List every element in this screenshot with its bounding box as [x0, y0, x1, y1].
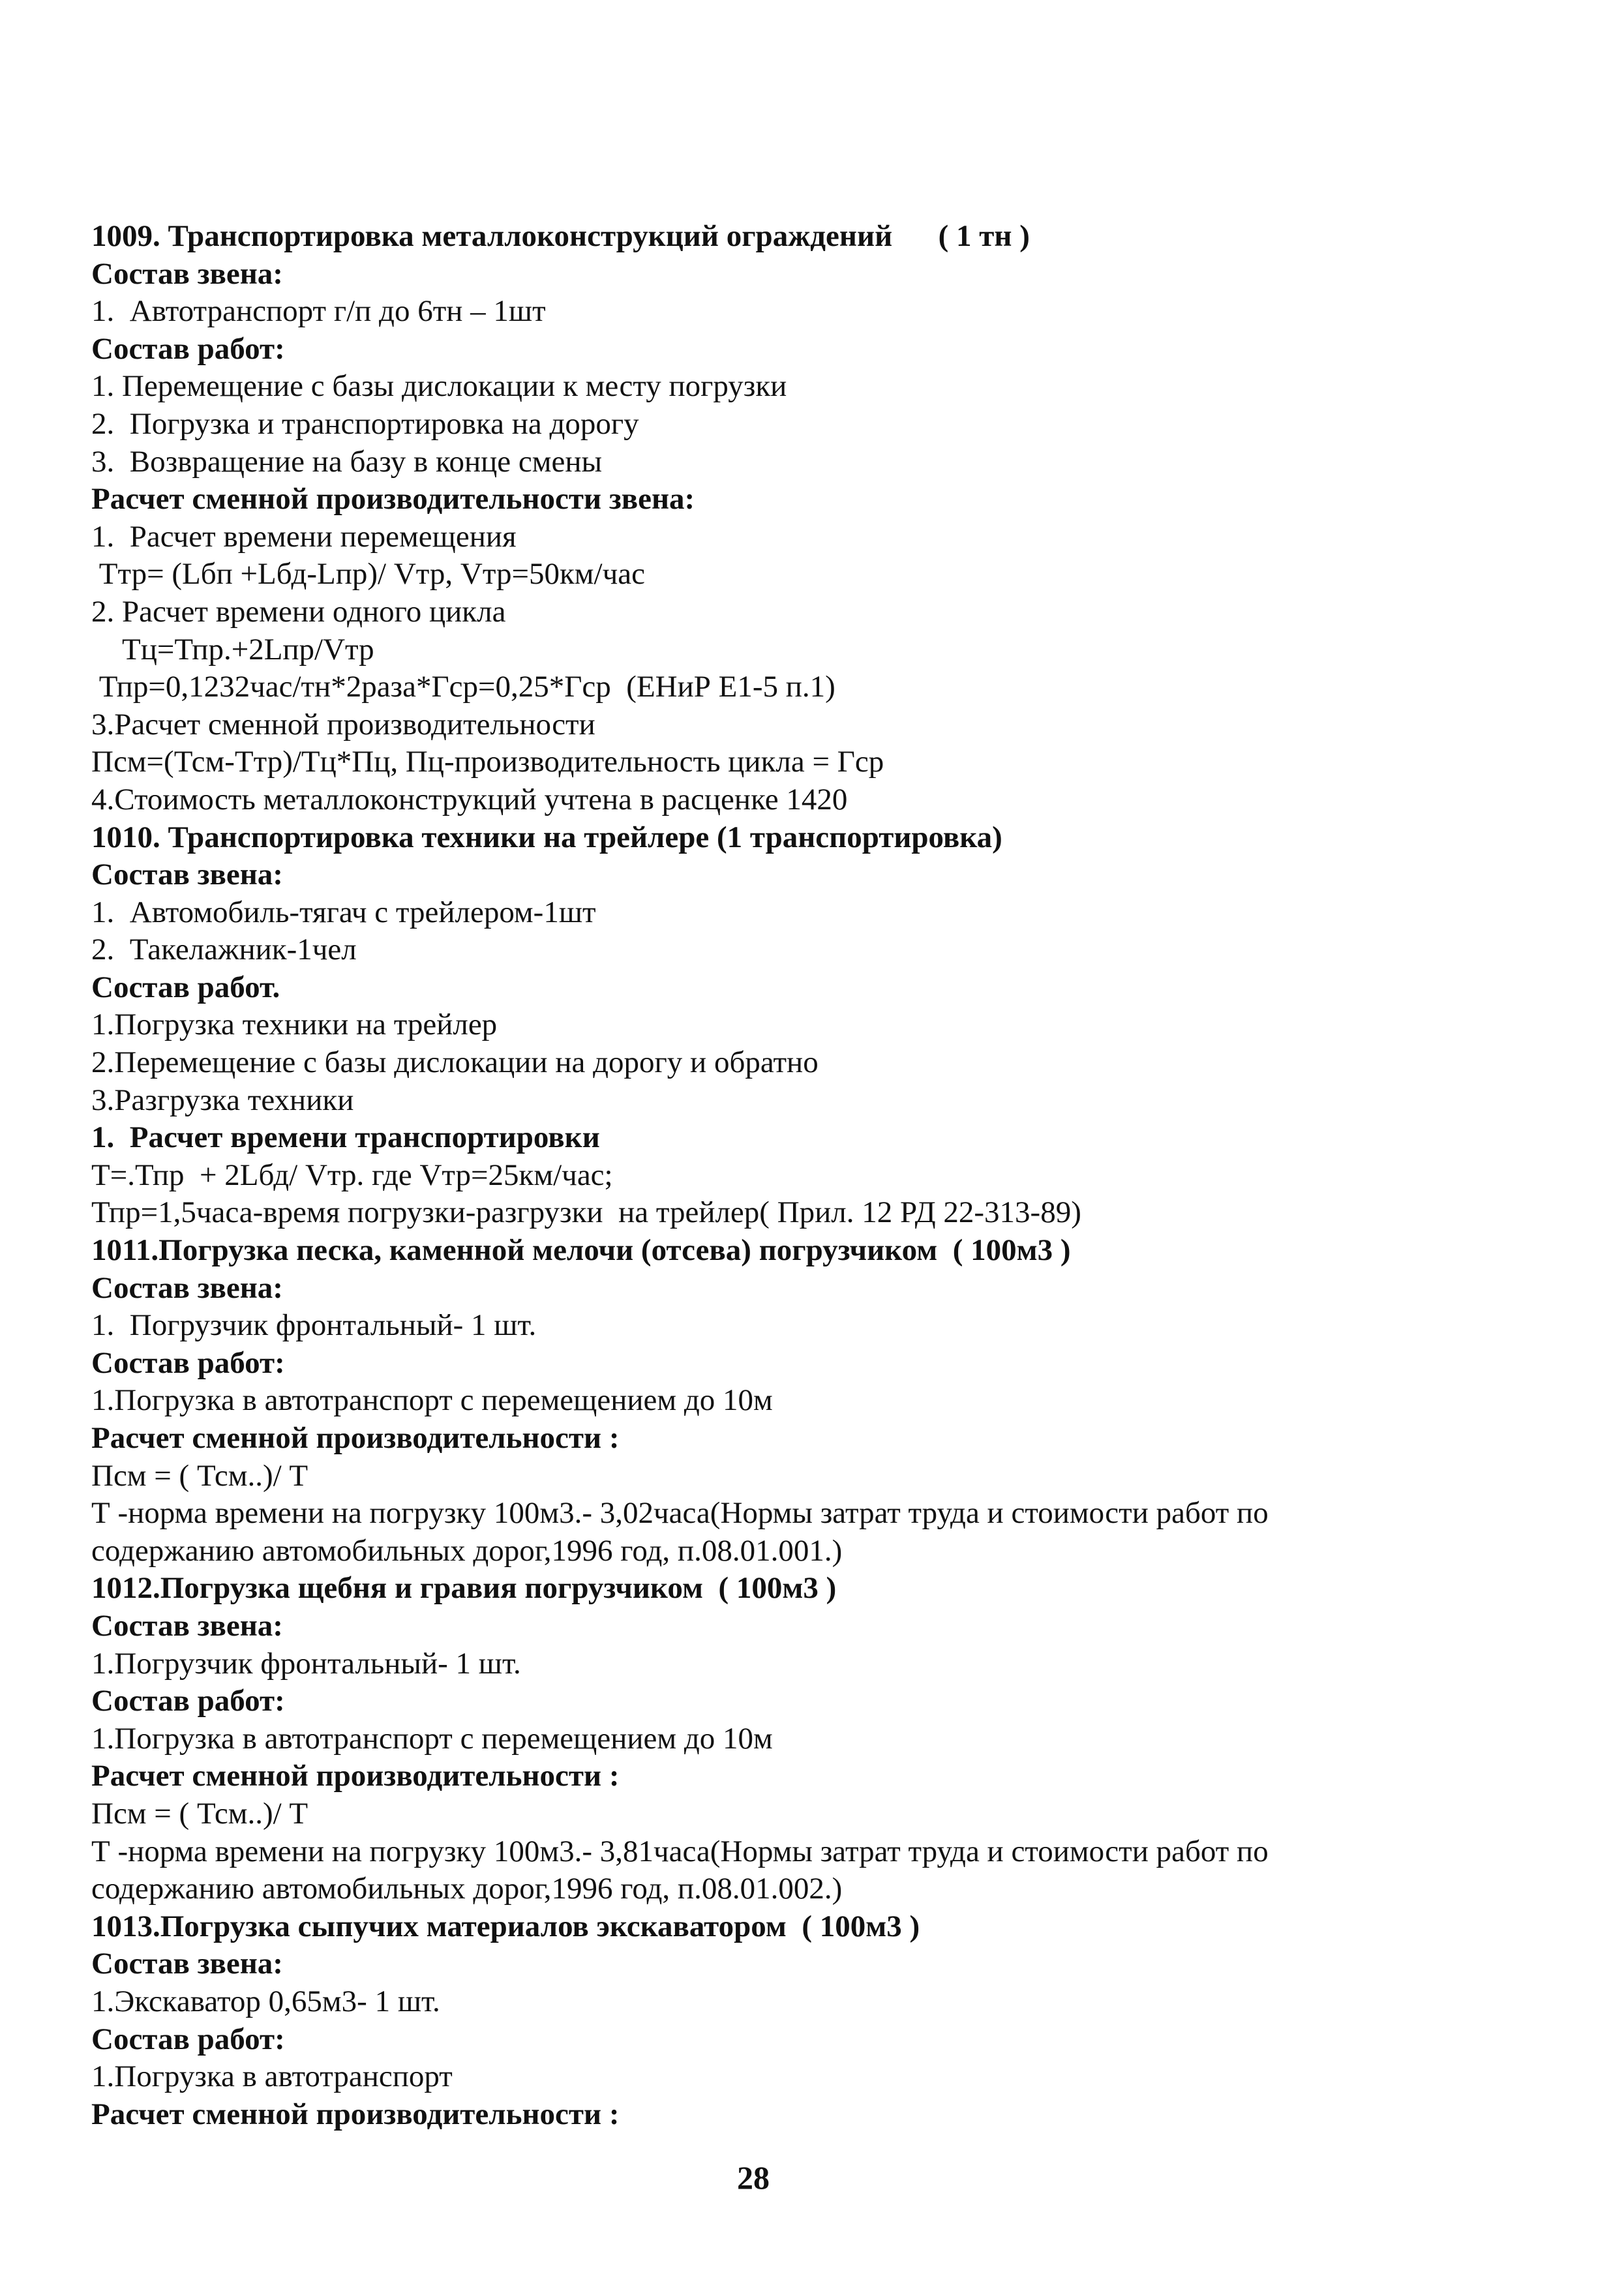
text-line: 1. Автомобиль-тягач с трейлером-1шт: [91, 895, 596, 929]
text-line: 1.Погрузчик фронтальный- 1 шт.: [91, 1646, 521, 1681]
text-line: 3.Расчет сменной производительности: [91, 707, 595, 741]
text-line: Тц=Тпр.+2Lпр/Vтр: [91, 632, 374, 666]
text-line: Псм=(Тсм-Ттр)/Тц*Пц, Пц-производительность цикла = Гср: [91, 745, 884, 779]
text-line: 1.Погрузка в автотранспорт: [91, 2059, 453, 2094]
heading-line: 1. Расчет времени транспортировки: [91, 1120, 600, 1155]
text-line: 1. Перемещение с базы дислокации к месту погрузки: [91, 369, 787, 404]
text-line: 4.Стоимость металлоконструкций учтена в расценке 1420: [91, 782, 848, 816]
heading-line: Состав звена:: [91, 858, 283, 892]
text-line: содержанию автомобильных дорог,1996 год, п.08.01.002.): [91, 1872, 843, 1906]
heading-line: Состав работ.: [91, 970, 280, 1004]
heading-line: 1009. Транспортировка металлоконструкций ограждений ( 1 тн ): [91, 219, 1030, 253]
text-line: 1. Погрузчик фронтальный- 1 шт.: [91, 1308, 537, 1343]
page-number: 28: [737, 2159, 770, 2196]
heading-line: Состав работ:: [91, 1684, 285, 1718]
heading-line: Состав работ:: [91, 2022, 285, 2056]
document-page: [91, 218, 1526, 2133]
heading-line: Расчет сменной производительности :: [91, 1759, 620, 1793]
heading-line: Состав работ:: [91, 331, 285, 366]
text-line: Псм = ( Тсм..)/ Т: [91, 1796, 308, 1831]
text-line: 1.Погрузка в автотранспорт с перемещением до 10м: [91, 1383, 773, 1418]
heading-line: Состав звена:: [91, 1947, 283, 1981]
text-line: 2.Перемещение с базы дислокации на дорогу и обратно: [91, 1045, 819, 1080]
text-line: Тпр=0,1232час/тн*2раза*Гср=0,25*Гср (ЕНиР Е1-5 п.1): [91, 670, 835, 704]
heading-line: Расчет сменной производительности :: [91, 2097, 620, 2131]
heading-line: 1010. Транспортировка техники на трейлере (1 транспортировка): [91, 820, 1002, 854]
heading-line: 1011.Погрузка песка, каменной мелочи (отсева) погрузчиком ( 100м3 ): [91, 1233, 1071, 1268]
text-line: Т -норма времени на погрузку 100м3.- 3,02часа(Нормы затрат труда и стоимости работ по: [91, 1496, 1269, 1531]
text-line: 2. Погрузка и транспортировка на дорогу: [91, 406, 639, 441]
heading-line: 1012.Погрузка щебня и гравия погрузчиком ( 100м3 ): [91, 1571, 837, 1606]
heading-line: Состав звена:: [91, 256, 283, 291]
text-line: Тпр=1,5часа-время погрузки-разгрузки на трейлер( Прил. 12 РД 22-313-89): [91, 1195, 1081, 1230]
heading-line: 1013.Погрузка сыпучих материалов экскаватором ( 100м3 ): [91, 1909, 920, 1943]
text-line: Ттр= (Lбп +Lбд-Lпр)/ Vтр, Vтр=50км/час: [91, 557, 645, 591]
text-line: 1. Автотранспорт г/п до 6тн – 1шт: [91, 294, 546, 329]
heading-line: Состав звена:: [91, 1608, 283, 1643]
text-line: 1.Экскаватор 0,65м3- 1 шт.: [91, 1984, 440, 2018]
heading-line: Расчет сменной производительности :: [91, 1421, 620, 1455]
text-line: 2. Расчет времени одного цикла: [91, 594, 506, 629]
heading-line: Расчет сменной производительности звена:: [91, 482, 695, 517]
text-line: Т -норма времени на погрузку 100м3.- 3,81часа(Нормы затрат труда и стоимости работ по: [91, 1834, 1269, 1868]
text-line: содержанию автомобильных дорог,1996 год, п.08.01.001.): [91, 1533, 843, 1568]
text-line: 2. Такелажник-1чел: [91, 933, 357, 967]
text-line: 3. Возвращение на базу в конце смены: [91, 444, 603, 479]
text-line: 3.Разгрузка техники: [91, 1083, 354, 1117]
text-line: Псм = ( Тсм..)/ Т: [91, 1458, 308, 1493]
text-line: 1. Расчет времени перемещения: [91, 519, 517, 554]
text-line: 1.Погрузка в автотранспорт с перемещением до 10м: [91, 1721, 773, 1756]
heading-line: Состав работ:: [91, 1345, 285, 1380]
text-line: Т=.Тпр + 2Lбд/ Vтр. где Vтр=25км/час;: [91, 1158, 613, 1192]
heading-line: Состав звена:: [91, 1270, 283, 1305]
text-line: 1.Погрузка техники на трейлер: [91, 1008, 498, 1042]
